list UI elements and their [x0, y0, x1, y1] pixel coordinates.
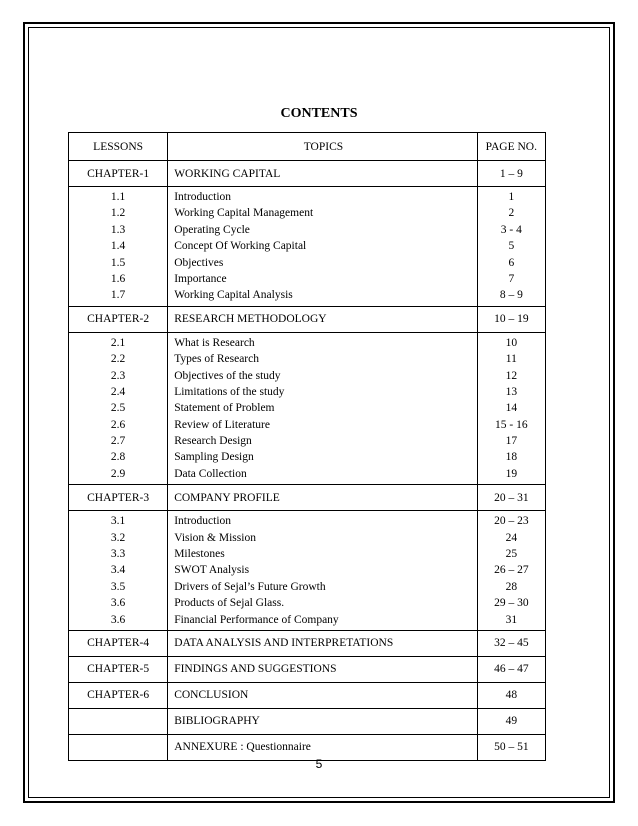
chapter-lesson: [69, 708, 168, 734]
section-number: 3.4: [110, 564, 126, 577]
section-number: 2.2: [110, 353, 126, 366]
section-number: 3.1: [110, 515, 126, 528]
section-number: 3.6: [110, 613, 126, 626]
chapter-page: 10 – 19: [477, 306, 545, 332]
section-page: 31: [505, 613, 518, 626]
section-page: 14: [505, 402, 518, 415]
section-number: 2.6: [110, 418, 126, 431]
section-number: 1.6: [110, 272, 126, 285]
section-topic: Introduction: [174, 191, 232, 203]
section-topic: Data Collection: [174, 467, 247, 480]
section-topic-column: [168, 511, 477, 631]
section-page-column: [477, 187, 545, 307]
chapter-topic: COMPANY PROFILE: [168, 485, 477, 511]
chapter-lesson: CHAPTER-2: [69, 306, 168, 332]
section-topic-column: [168, 187, 477, 307]
page-title: CONTENTS: [280, 106, 358, 121]
section-number: 3.3: [110, 548, 126, 561]
chapter-topic: BIBLIOGRAPHY: [168, 708, 477, 734]
section-page: 20 – 23: [494, 515, 529, 528]
section-number: 3.2: [110, 531, 126, 544]
header-row: [69, 133, 546, 161]
chapter-lesson: CHAPTER-1: [69, 161, 168, 187]
section-number: 1.2: [110, 207, 126, 220]
section-number-column: [69, 332, 168, 485]
section-page: 11: [505, 353, 517, 366]
chapter-page: 48: [477, 682, 545, 708]
section-page: 26 – 27: [494, 564, 529, 577]
chapter-row: [69, 485, 546, 511]
contents-body: [69, 161, 546, 761]
chapter-page: 46 – 47: [477, 656, 545, 682]
section-topic: Objectives of the study: [174, 369, 281, 382]
chapter-topic: CONCLUSION: [168, 682, 477, 708]
chapter-topic: FINDINGS AND SUGGESTIONS: [168, 656, 477, 682]
section-list-row: [69, 511, 546, 631]
chapter-lesson: CHAPTER-3: [69, 485, 168, 511]
section-number: 1.4: [110, 240, 126, 253]
section-number: 3.5: [110, 580, 126, 593]
header-lessons: LESSONS: [69, 133, 168, 161]
section-topic-column: [168, 332, 477, 485]
chapter-page: 50 – 51: [477, 734, 545, 760]
section-page: 25: [505, 548, 518, 561]
chapter-row: [69, 161, 546, 187]
chapter-page: 1 – 9: [477, 161, 545, 187]
page-number: 5: [315, 757, 323, 771]
chapter-row: [69, 682, 546, 708]
section-number: 2.3: [110, 369, 126, 382]
section-page: 13: [505, 385, 518, 398]
section-page: 2: [508, 207, 515, 220]
section-topic: Drivers of Sejal’s Future Growth: [174, 580, 326, 593]
chapter-row: [69, 630, 546, 656]
section-topic: Working Capital Management: [174, 207, 314, 220]
section-topic: Milestones: [174, 548, 225, 561]
section-topic: Products of Sejal Glass.: [174, 597, 285, 610]
section-number: 2.9: [110, 467, 126, 480]
chapter-page: 49: [477, 708, 545, 734]
section-topic: Limitations of the study: [174, 385, 285, 398]
chapter-topic: ANNEXURE : Questionnaire: [168, 734, 477, 760]
section-number: 1.1: [110, 191, 126, 203]
section-number: 2.1: [110, 336, 126, 349]
section-number: 2.7: [110, 435, 126, 448]
chapter-topic: RESEARCH METHODOLOGY: [168, 306, 477, 332]
chapter-lesson: CHAPTER-5: [69, 656, 168, 682]
section-number: 2.8: [110, 451, 126, 464]
section-number: 1.5: [110, 256, 126, 269]
section-topic: Importance: [174, 272, 227, 285]
section-page: 3 - 4: [500, 223, 522, 236]
section-topic: Sampling Design: [174, 451, 254, 464]
section-topic: Working Capital Analysis: [174, 289, 293, 302]
section-page: 15 - 16: [495, 418, 528, 431]
section-page: 5: [508, 240, 515, 253]
contents-table: [68, 132, 546, 761]
section-topic: Concept Of Working Capital: [174, 240, 307, 253]
chapter-topic: DATA ANALYSIS AND INTERPRETATIONS: [168, 630, 477, 656]
section-page: 24: [505, 531, 518, 544]
section-page: 19: [505, 467, 518, 480]
section-number-column: [69, 187, 168, 307]
section-page-column: [477, 332, 545, 485]
section-topic: Operating Cycle: [174, 223, 250, 236]
section-page: 1: [508, 191, 515, 203]
section-topic: Statement of Problem: [174, 402, 275, 415]
section-number: 1.7: [110, 289, 126, 302]
section-number-column: [69, 511, 168, 631]
section-page: 17: [505, 435, 518, 448]
section-page-column: [477, 511, 545, 631]
section-topic: Objectives: [174, 256, 224, 269]
section-page: 7: [508, 272, 515, 285]
section-topic: Vision & Mission: [174, 531, 256, 544]
section-number: 2.4: [110, 385, 126, 398]
chapter-lesson: CHAPTER-6: [69, 682, 168, 708]
section-topic: What is Research: [174, 336, 255, 349]
chapter-row: [69, 306, 546, 332]
section-topic: Introduction: [174, 515, 232, 528]
header-page: PAGE NO.: [477, 133, 545, 161]
section-page: 29 – 30: [494, 597, 529, 610]
chapter-lesson: CHAPTER-4: [69, 630, 168, 656]
section-page: 18: [505, 451, 518, 464]
chapter-row: [69, 656, 546, 682]
chapter-page: 32 – 45: [477, 630, 545, 656]
section-page: 8 – 9: [499, 289, 523, 302]
section-page: 12: [505, 369, 518, 382]
section-number: 3.6: [110, 597, 126, 610]
section-number: 1.3: [110, 223, 126, 236]
section-page: 28: [505, 580, 518, 593]
chapter-topic: WORKING CAPITAL: [168, 161, 477, 187]
section-topic: Research Design: [174, 435, 252, 448]
section-page: 10: [505, 336, 518, 349]
section-number: 2.5: [110, 402, 126, 415]
section-list-row: [69, 332, 546, 485]
chapter-row: [69, 708, 546, 734]
section-topic: Review of Literature: [174, 418, 270, 431]
section-topic: SWOT Analysis: [174, 564, 250, 577]
header-topics: TOPICS: [168, 133, 477, 161]
section-page: 6: [508, 256, 515, 269]
section-topic: Types of Research: [174, 353, 259, 366]
section-list-row: [69, 187, 546, 307]
section-topic: Financial Performance of Company: [174, 613, 339, 626]
chapter-page: 20 – 31: [477, 485, 545, 511]
